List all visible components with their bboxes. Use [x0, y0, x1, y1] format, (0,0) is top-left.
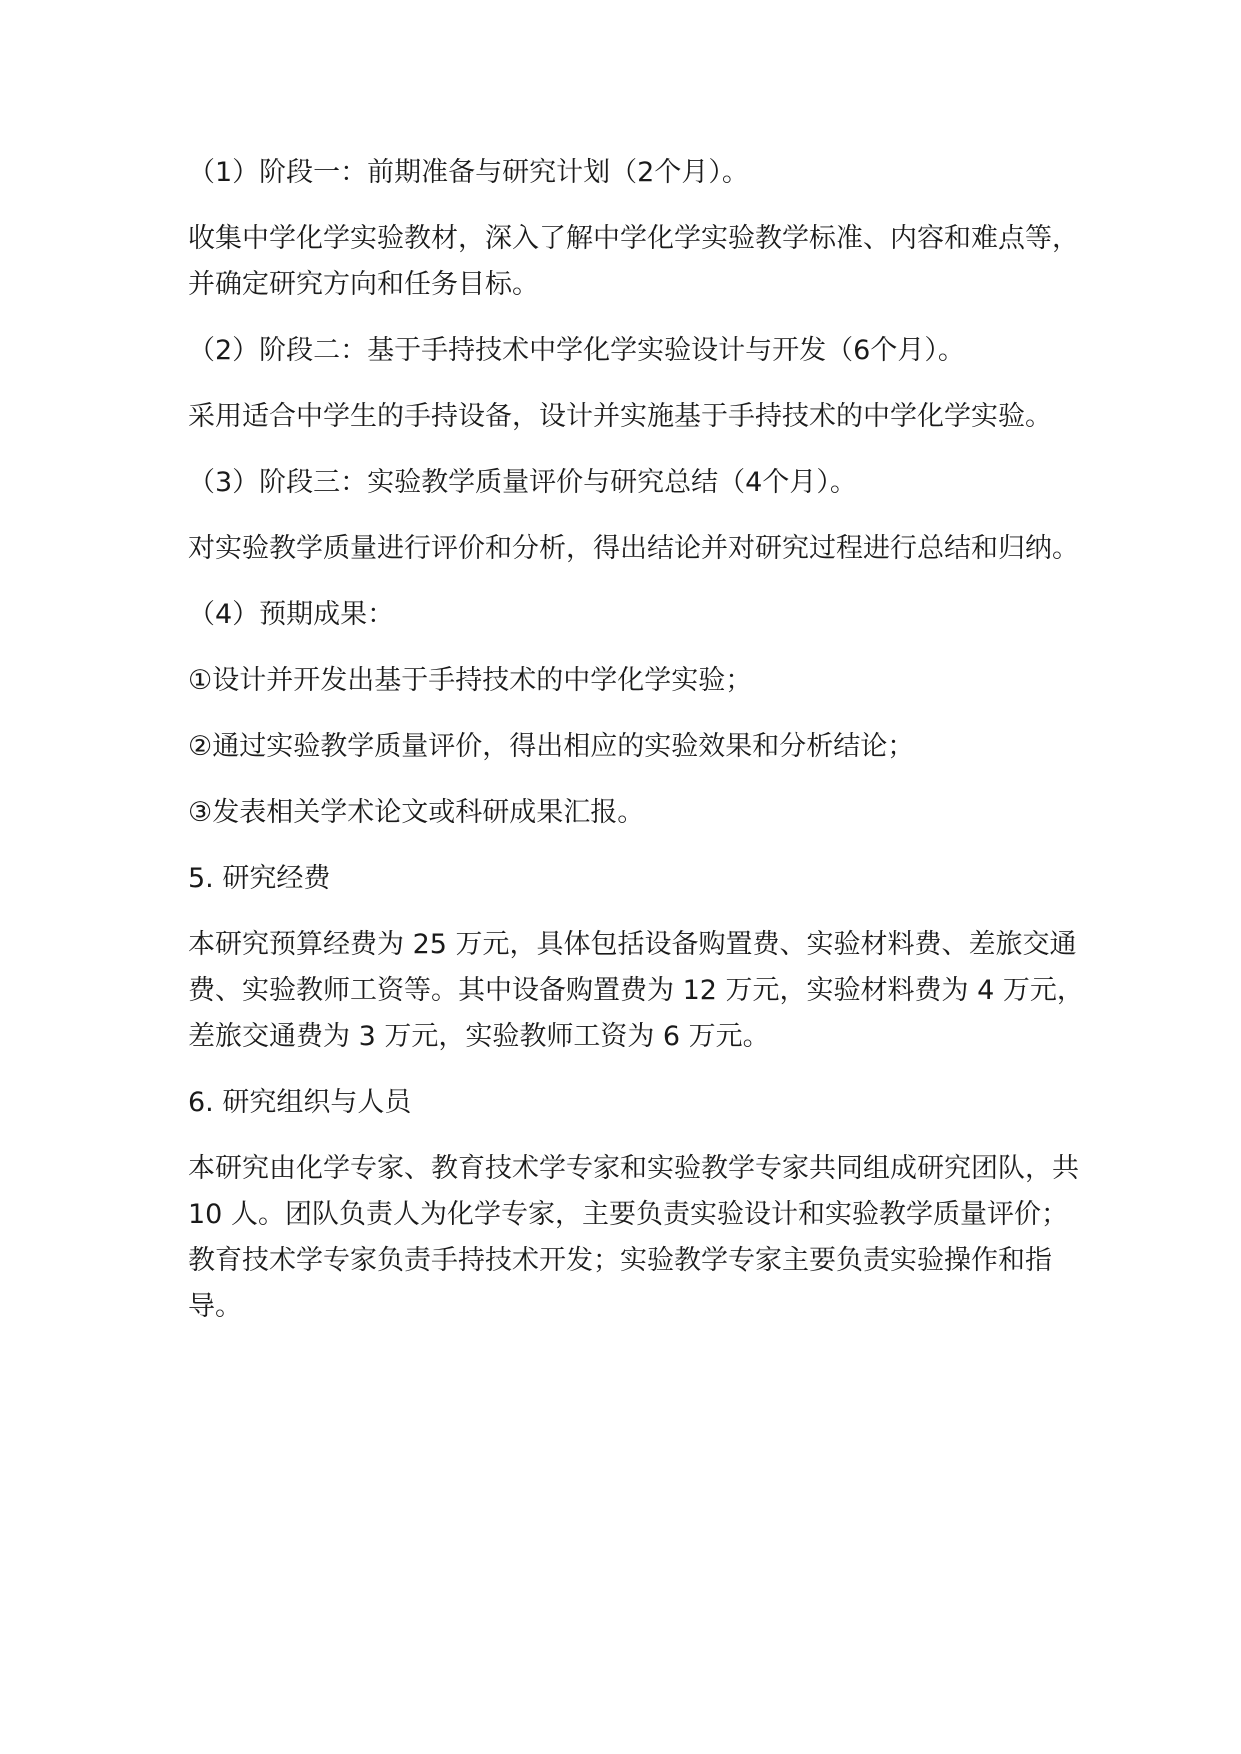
expected-result-1: ①设计并开发出基于手持技术的中学化学实验；: [188, 665, 753, 696]
expected-results-heading: （4）预期成果：: [188, 599, 395, 630]
expected-result-3: ③发表相关学术论文或科研成果汇报。: [188, 797, 645, 828]
phase-1-heading: （1）阶段一：前期准备与研究计划（2个月）。: [188, 157, 749, 188]
document-page: [188, 150, 1088, 1330]
section-6-heading: 6. 研究组织与人员: [188, 1087, 412, 1118]
phase-2-text: 采用适合中学生的手持设备，设计并实施基于手持技术的中学化学实验。: [188, 401, 1052, 432]
phase-2-heading: （2）阶段二：基于手持技术中学化学实验设计与开发（6个月）。: [188, 335, 965, 366]
expected-result-2: ②通过实验教学质量评价，得出相应的实验效果和分析结论；: [188, 731, 915, 762]
section-6-text: 本研究由化学专家、教育技术学专家和实验教学专家共同组成研究团队，共 10 人。团队负责人为化学专家，主要负责实验设计和实验教学质量评价；教育技术学专家负责手持技术开发；实验教学专家主要负责实验操作和指导。: [188, 1153, 1079, 1322]
section-5-heading: 5. 研究经费: [188, 863, 331, 894]
phase-3-text: 对实验教学质量进行评价和分析，得出结论并对研究过程进行总结和归纳。: [188, 533, 1079, 564]
phase-3-heading: （3）阶段三：实验教学质量评价与研究总结（4个月）。: [188, 467, 857, 498]
phase-1-text: 收集中学化学实验教材，深入了解中学化学实验教学标准、内容和难点等，并确定研究方向和任务目标。: [188, 223, 1079, 300]
section-5-text: 本研究预算经费为 25 万元，具体包括设备购置费、实验材料费、差旅交通费、实验教师工资等。其中设备购置费为 12 万元，实验材料费为 4 万元，差旅交通费为 3 万元，实验教师工资为 6 万元。: [188, 929, 1084, 1052]
